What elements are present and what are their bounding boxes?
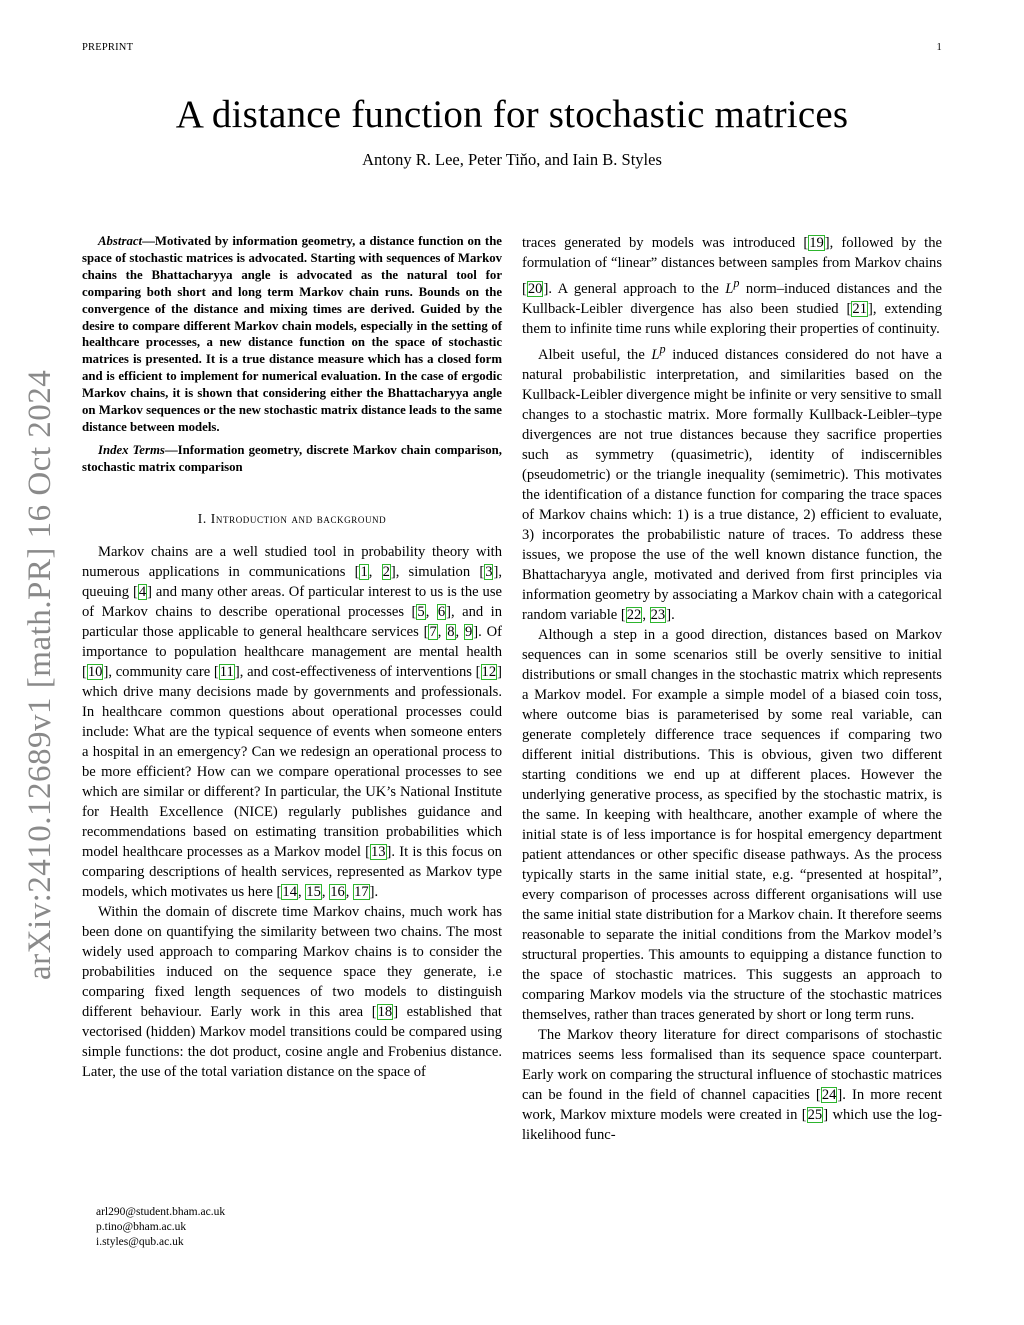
- citation-link[interactable]: 10: [87, 663, 103, 680]
- index-terms-label: Index Terms: [98, 442, 165, 457]
- citation-link[interactable]: 7: [429, 623, 437, 640]
- index-terms: [82, 442, 502, 476]
- citation-link[interactable]: 5: [417, 603, 425, 620]
- paper-title: A distance function for stochastic matrices: [175, 93, 849, 136]
- section-title: Introduction and background: [210, 510, 387, 526]
- citation-link[interactable]: 2: [382, 563, 390, 580]
- abstract-label: Abstract: [98, 234, 143, 248]
- citation-link[interactable]: 4: [138, 583, 147, 600]
- citation-link[interactable]: 1: [360, 563, 368, 580]
- citation-link[interactable]: 3: [485, 563, 493, 580]
- citation-link[interactable]: 8: [447, 623, 455, 640]
- footnote-email: arl290@student.bham.ac.uk: [96, 1206, 226, 1218]
- author-list: Antony R. Lee, Peter Tiňo, and Iain B. Styles: [362, 150, 662, 169]
- citation-link[interactable]: 17: [354, 883, 369, 900]
- citation-link[interactable]: 24: [821, 1086, 837, 1103]
- math-lp: $L^p$: [725, 276, 740, 297]
- citation-link[interactable]: 14: [282, 883, 297, 900]
- paragraph-intro-6: The Markov theory literature for direct comparisons of stochastic matrices seems less formalised than its sequence space counterpart. Early work on comparing the structural influence of stochastic matrices can be found in the field of channel capacities [24]. In more recent work, Markov mixture models were created in [25] which use the log-likelihood func-: [522, 1026, 942, 1143]
- paragraph-intro-5: Although a step in a good direction, distances based on Markov sequences can in some scenarios still be overly sensitive to initial distributions or small changes in the stochastic matrix which represents a Markov model. For example a simple model of a biased coin toss, where outcome bias is parameterised by some real variable, can generate completely difference trace sequences if comparing two different initial distributions. This is obvious, given two different starting conditions we end up at different places. However the underlying generative process, as specified by the stochastic matrix, is the same. In keeping with healthcare, another example of where the initial state is of less importance is for hospital emergency department patient attendances or other specific disease pathways. As the process typically starts in the same initial state, e.g. “presented at hospital”, every comparison of processes across different organisations will use the same initial state distribution for a Markov chain. It therefore seems reasonable to separate the initial conditions from the Markov model’s structural properties. This amounts to equipping a distance function to the space of stochastic matrices. This suggests an approach to comparing Markov models via the structure of the stochastic matrices themselves, rather than traces generated by short or long term runs.: [522, 626, 942, 1023]
- citation-link[interactable]: 16: [330, 883, 345, 900]
- page-number: 1: [936, 42, 942, 53]
- citation-link[interactable]: 6: [437, 603, 446, 620]
- citation-link[interactable]: 21: [852, 300, 867, 317]
- footnotes: [96, 1205, 225, 1250]
- citation-link[interactable]: 20: [527, 280, 543, 297]
- paragraph-intro-1: Markov chains are a well studied tool in probability theory with numerous applications in communications [1, 2], simulation [3], queuing [4] and many other areas. Of particular interest to us is the use of Markov chains to describe operational processes [5, 6], and in particular those applicable to general healthcare services [7, 8, 9]. Of importance to population healthcare management are mental health [10], community care [11], and cost-effectiveness of interventions [12] which drive many decisions made by governments and professionals. In healthcare common questions about operational processes could include: What are the typical sequence of events when someone enters a hospital in an emergency? Can we redesign an operational process to be more efficient? How can we compare operational processes to see which are similar or different? In particular, the UK’s National Institute for Health Excellence (NICE) regularly publishes guidance and recommendations based on estimating transition probabilities which model healthcare processes as a Markov model [13]. It is this focus on comparing descriptions of health services, represented as Markov type models, which motivates us here [14, 15, 16, 17].: [82, 543, 503, 900]
- citation-link[interactable]: 22: [626, 606, 642, 623]
- citation-link[interactable]: 13: [370, 843, 386, 860]
- citation-link[interactable]: 12: [481, 663, 497, 680]
- citation-link[interactable]: 25: [807, 1106, 823, 1123]
- abstract: [82, 233, 502, 436]
- citation-link[interactable]: 23: [650, 606, 666, 623]
- paragraph-intro-3: traces generated by models was introduced [19], followed by the formulation of “linear” distances between samples from Markov chains [20]. A general approach to the $L^p$ norm–induced distances and the Kullback-Leibler divergence has also been studied [21], extending them to infinite time runs while exploring their properties of continuity.: [522, 235, 942, 337]
- footnote-email: p.tino@bham.ac.uk: [96, 1221, 187, 1233]
- citation-link[interactable]: 15: [306, 883, 321, 900]
- citation-link[interactable]: 18: [377, 1003, 393, 1020]
- section-number: I.: [197, 510, 207, 526]
- citation-link[interactable]: 11: [219, 663, 234, 680]
- abstract-text: —Motivated by information geometry, a distance function on the space of stochastic matrices is advocated. Starting with sequences of Markov chains the Bhattacharyya angle is advocated as the natural tool for comparing both short and long term Markov chain runs. Bounds on the convergence of the distance and mixing times are derived. Guided by the desire to compare different Markov chain models, especially in the setting of healthcare processes, a new distance function on the space of stochastic matrices is presented. It is a true distance measure which has a closed form and is efficient to implement for numerical evaluation. In the case of ergodic Markov chains, it is shown that considering either the Bhattacharyya angle on Markov sequences or the new stochastic matrix distance leads to the same distance between models.: [82, 234, 502, 434]
- citation-link[interactable]: 9: [465, 623, 473, 640]
- running-header-left: PREPRINT: [82, 42, 134, 53]
- footnote-email: i.styles@qub.ac.uk: [96, 1236, 184, 1248]
- left-column: [82, 233, 502, 1082]
- paragraph-intro-2: Within the domain of discrete time Markov chains, much work has been done on quantifying the similarity between two chains. The most widely used approach to comparing Markov chains is to consider the probabilities induced on the sequence space they generate, i.e comparing fixed length sequences of two models to distinguish different behaviour. Early work in this area [18] established that vectorised (hidden) Markov model transitions could be compared using simple functions: the dot product, cosine angle and Frobenius distance. Later, the use of the total variation distance on the space of: [82, 903, 502, 1080]
- citation-link[interactable]: 19: [809, 235, 824, 251]
- arxiv-identifier-stamp: arXiv:2410.12689v1 [math.PR] 16 Oct 2024: [22, 369, 58, 980]
- math-lp: $L^p$: [651, 341, 666, 363]
- right-column: [522, 233, 942, 1145]
- index-terms-text: —Information geometry, discrete Markov chain comparison, stochastic matrix comparison: [82, 442, 502, 474]
- paragraph-intro-4: Albeit useful, the $L^p$ induced distances considered do not have a natural probabilistic interpretation, and similarities based on the Kullback-Leibler divergence might be infinite or very sensitive to small changes to a stochastic matrix. More formally Kullback-Leibler–type divergences are not true distances because they sacrifice properties such as symmetry (quasimetric), identity of indiscernibles (pseudometric) or the triangle inequality (semimetric). This motivates the identification of a distance function for comparing the trace spaces of Markov chains which: 1) is a true distance, 2) efficient to evaluate, 3) incorporates the probabilistic nature of traces. To address these issues, we propose the use of the well known distance function, the Bhattacharyya angle, motivated and derived from first principles via information geometry by associating a Markov chain with a categorical random variable [22, 23].: [522, 341, 942, 623]
- section-heading: [82, 509, 502, 529]
